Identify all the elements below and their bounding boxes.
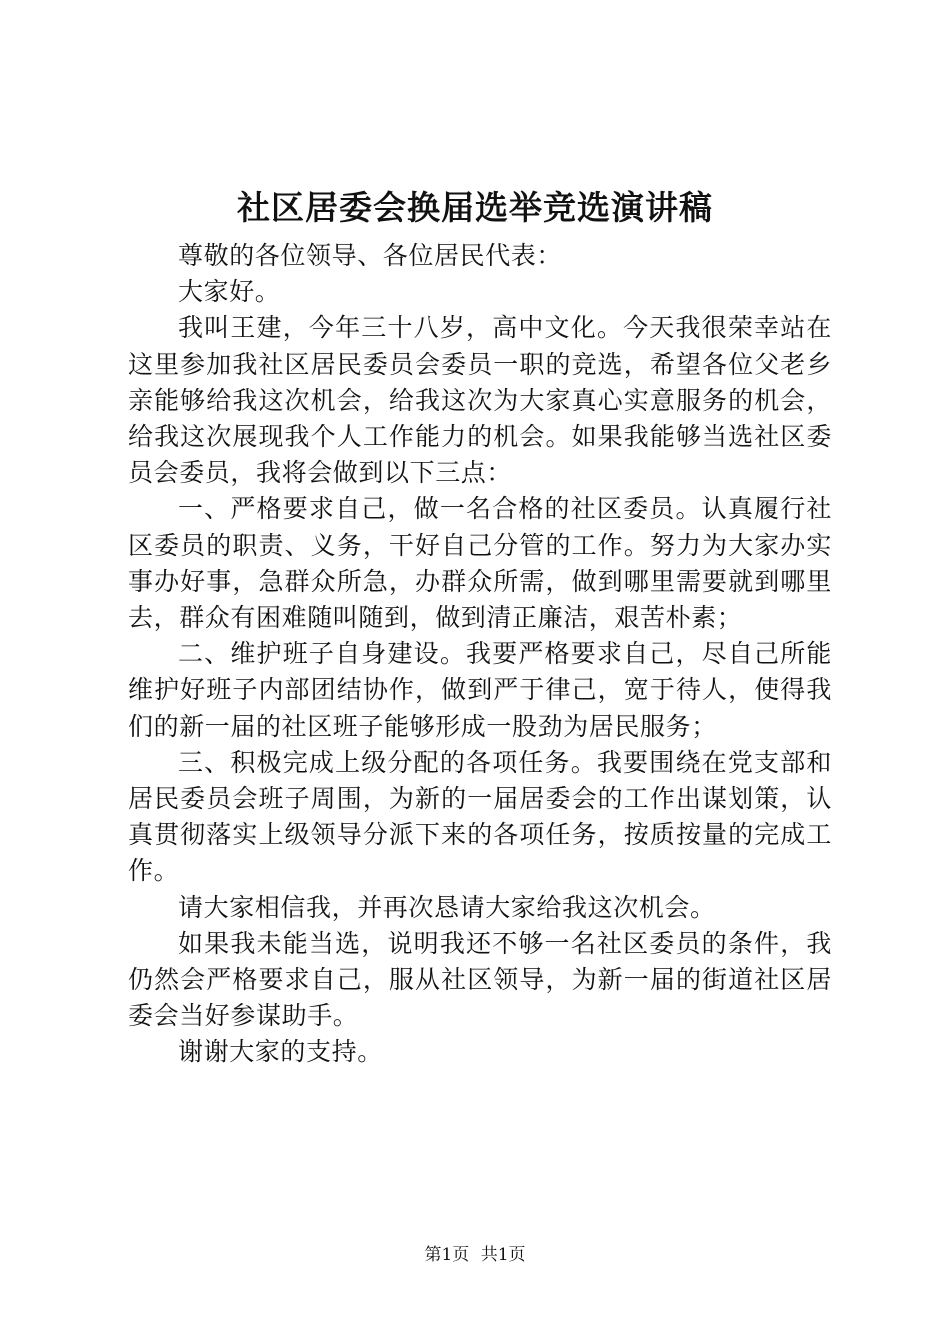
page-number-current: 第1页	[424, 1245, 470, 1265]
page-footer	[0, 1243, 950, 1267]
page-number-total: 共1页	[480, 1245, 526, 1265]
paragraph-introduction: 我叫王建，今年三十八岁，高中文化。今天我很荣幸站在这里参加我社区居民委员会委员一职的竞选，希望各位父老乡亲能够给我这次机会，给我这次为大家真心实意服务的机会，给我这次展现我个人工作能力的机会。如果我能够当选社区委员会委员，我将会做到以下三点：	[128, 313, 832, 488]
paragraph-request: 请大家相信我，并再次恳请大家给我这次机会。	[178, 892, 716, 922]
paragraph-thanks: 谢谢大家的支持。	[178, 1037, 383, 1067]
paragraph-point-three: 三、积极完成上级分配的各项任务。我要围绕在党支部和居民委员会班子周围，为新的一届居委会的工作出谋划策，认真贯彻落实上级领导分派下来的各项任务，按质按量的完成工作。	[128, 747, 832, 886]
paragraph-salutation: 尊敬的各位领导、各位居民代表：	[178, 241, 563, 270]
paragraph-point-one: 一、严格要求自己，做一名合格的社区委员。认真履行社区委员的职责、义务，干好自己分管的工作。努力为大家办实事办好事，急群众所急，办群众所需，做到哪里需要就到哪里去，群众有困难随叫随到，做到清正廉洁，艰苦朴素；	[128, 494, 832, 633]
paragraph-if-not-elected: 如果我未能当选，说明我还不够一名社区委员的条件，我仍然会严格要求自己，服从社区领导，为新一届的街道社区居委会当好参谋助手。	[128, 928, 832, 1031]
paragraph-point-two: 二、维护班子自身建设。我要严格要求自己，尽自己所能维护好班子内部团结协作，做到严于律己，宽于待人，使得我们的新一届的社区班子能够形成一股劲为居民服务；	[128, 639, 832, 741]
document-title: 社区居委会换届选举竞选演讲稿	[237, 188, 713, 227]
paragraph-greeting: 大家好。	[178, 277, 281, 307]
document-body	[128, 238, 832, 1071]
